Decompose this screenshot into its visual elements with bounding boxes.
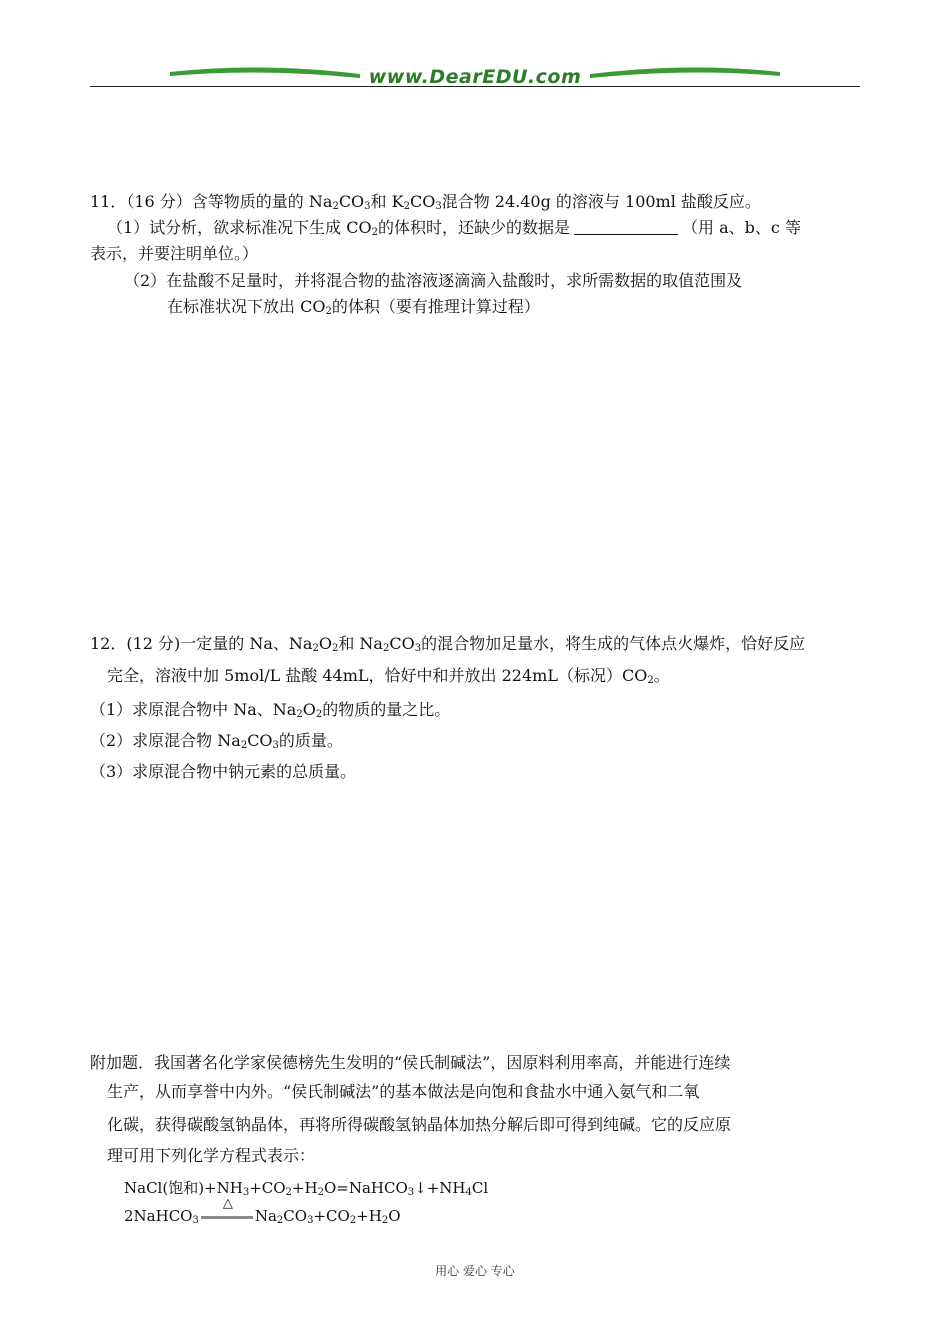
header-divider: [90, 86, 860, 87]
q12-line2: 完全，溶液中加 5mol/L 盐酸 44mL，恰好中和并放出 224mL（标况）$CO_2$。: [107, 666, 670, 686]
heat-reaction-arrow: [201, 1196, 253, 1221]
bonus-line1: 附加题．我国著名化学家侯德榜先生发明的“侯氏制碱法”，因原料利用率高，并能进行连续: [90, 1053, 731, 1072]
q11-line3: 表示，并要注明单位。）: [90, 244, 259, 263]
equation-2: 2NaHCO$_3$ △ $Na_2CO_3+CO_2+H_2O$: [124, 1205, 401, 1227]
q12-part1: （1）求原混合物中 Na、$Na_2O_2$的物质的量之比。: [90, 700, 451, 720]
bonus-line4: 理可用下列化学方程式表示：: [107, 1146, 316, 1165]
q11-line5: 在标准状况下放出 $CO_2$的体积（要有推理计算过程）: [167, 297, 540, 317]
page-footer: 用心 爱心 专心: [435, 1264, 515, 1278]
q11-line4: （2）在盐酸不足量时，并将混合物的盐溶液逐滴滴入盐酸时，求所需数据的取值范围及: [124, 271, 743, 290]
answer-blank[interactable]: [574, 218, 678, 235]
site-logo: www.DearEDU.com: [368, 66, 582, 88]
q12-line1: 12．(12 分)一定量的 Na、$Na_2O_2$和 $Na_2CO_3$的混合物加足量水，将生成的气体点火爆炸，恰好反应: [90, 634, 806, 654]
q11-line1: 11．（16 分）含等物质的量的 $Na_2CO_3$和 $K_2CO_3$混合物 24.40g 的溶液与 100ml 盐酸反应。: [90, 192, 761, 212]
q11-line2: （1）试分析，欲求标准况下生成 $CO_2$的体积时，还缺少的数据是 （用 a、b、c 等: [107, 218, 801, 238]
bonus-line2: 生产，从而享誉中内外。“侯氏制碱法”的基本做法是向饱和食盐水中通入氨气和二氧: [107, 1082, 700, 1101]
delta-icon: △: [222, 1196, 233, 1211]
equation-1: NaCl(饱和)$+NH_3+CO_2+H_2O=NaHCO_3↓+NH_4Cl$: [124, 1179, 489, 1198]
bonus-line3: 化碳，获得碳酸氢钠晶体，再将所得碳酸氢钠晶体加热分解后即可得到纯碱。它的反应原: [107, 1115, 732, 1134]
q12-part3: （3）求原混合物中钠元素的总质量。: [90, 762, 357, 781]
q12-part2: （2）求原混合物 $Na_2CO_3$的质量。: [90, 731, 343, 751]
